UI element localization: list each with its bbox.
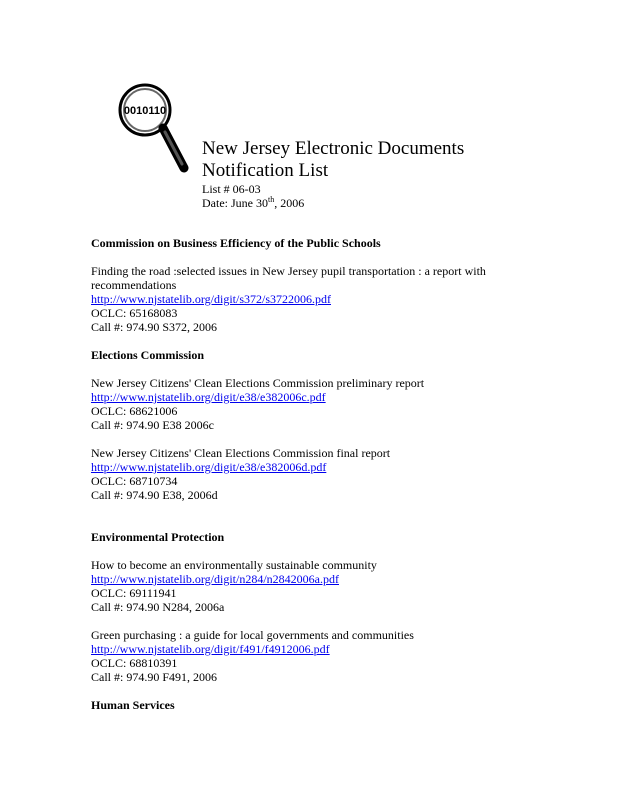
- section-heading: Elections Commission: [91, 348, 205, 362]
- list-item: [91, 446, 561, 502]
- list-item: [91, 628, 561, 684]
- entry-link[interactable]: http://www.njstatelib.org/digit/n284/n2842006a.pdf: [91, 572, 339, 586]
- entry-link[interactable]: http://www.njstatelib.org/digit/f491/f4912006.pdf: [91, 642, 330, 656]
- entry-link[interactable]: http://www.njstatelib.org/digit/e38/e382006c.pdf: [91, 390, 326, 404]
- section-business-efficiency: [91, 236, 561, 334]
- section-human-services: [91, 698, 561, 712]
- entry-link[interactable]: http://www.njstatelib.org/digit/e38/e382006d.pdf: [91, 460, 327, 474]
- section-environmental-protection: [91, 530, 561, 684]
- entry-call-number: Call #: 974.90 E38 2006c: [91, 418, 214, 432]
- entry-title: New Jersey Citizens' Clean Elections Commission preliminary report: [91, 376, 425, 390]
- entry-call-number: Call #: 974.90 S372, 2006: [91, 320, 218, 334]
- entry-oclc: OCLC: 65168083: [91, 306, 178, 320]
- list-item: [91, 376, 561, 432]
- list-item: [91, 558, 561, 614]
- list-item: [91, 264, 561, 334]
- entry-title: Green purchasing : a guide for local governments and communities: [91, 628, 414, 642]
- section-elections: [91, 348, 561, 530]
- document-header: [202, 138, 464, 210]
- document-body: [91, 236, 561, 726]
- document-title-line2: Notification List: [202, 160, 329, 181]
- entry-call-number: Call #: 974.90 N284, 2006a: [91, 600, 225, 614]
- entry-oclc: OCLC: 68810391: [91, 656, 178, 670]
- entry-title: How to become an environmentally sustainable community: [91, 558, 377, 572]
- entry-oclc: OCLC: 69111941: [91, 586, 177, 600]
- list-date: Date: June 30th, 2006: [202, 195, 305, 210]
- entry-oclc: OCLC: 68710734: [91, 474, 178, 488]
- entry-call-number: Call #: 974.90 E38, 2006d: [91, 488, 218, 502]
- document-title-line1: New Jersey Electronic Documents: [202, 138, 465, 159]
- list-number: List # 06-03: [202, 182, 261, 196]
- section-heading: Environmental Protection: [91, 530, 225, 544]
- entry-oclc: OCLC: 68621006: [91, 404, 178, 418]
- entry-title: Finding the road :selected issues in New Jersey pupil transportation : a report with recommendations: [91, 264, 486, 292]
- section-heading: Human Services: [91, 698, 175, 712]
- entry-call-number: Call #: 974.90 F491, 2006: [91, 670, 218, 684]
- logo-text: 0010110: [123, 105, 167, 117]
- section-heading: Commission on Business Efficiency of the Public Schools: [91, 236, 381, 250]
- entry-title: New Jersey Citizens' Clean Elections Commission final report: [91, 446, 391, 460]
- entry-link[interactable]: http://www.njstatelib.org/digit/s372/s3722006.pdf: [91, 292, 331, 306]
